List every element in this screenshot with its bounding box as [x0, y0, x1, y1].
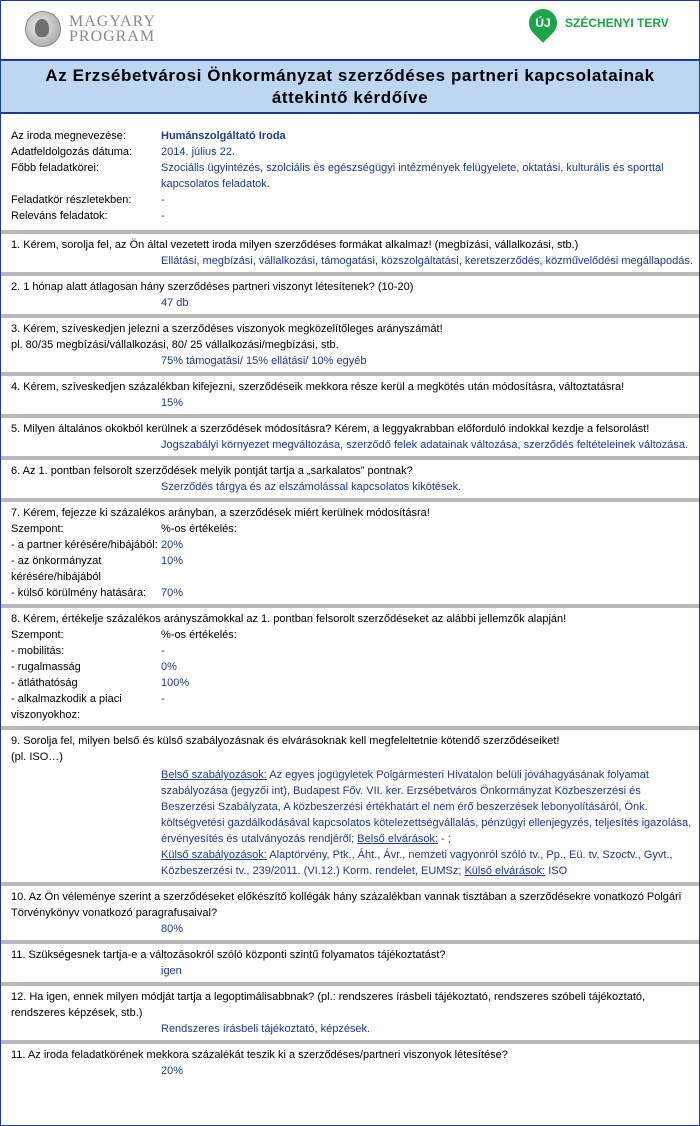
info-block — [1, 114, 699, 224]
question-7 — [1, 498, 699, 604]
question-example: (pl. ISO…) — [11, 751, 63, 763]
answer-text: 20% — [161, 1065, 184, 1077]
criteria-label: - külső körülmény hatására: — [11, 587, 147, 599]
question-text: 3. Kérem, szíveskedjen jelezni a szerződéses viszonyok megközelítőleges arányszámát! — [11, 323, 443, 335]
internal-expectations-text: - ; — [438, 833, 451, 845]
answer-text: Jogszabályi környezet megváltozása, szerződő felek adatainak változása, szerződés feltételeinek változása. — [161, 439, 689, 451]
question-3 — [1, 314, 699, 372]
info-row — [11, 160, 699, 192]
criteria-label: - alkalmazkodik a piaci viszonyokhoz: — [11, 693, 122, 721]
logo-line2: PROGRAM — [69, 28, 156, 45]
grid-row — [11, 643, 693, 659]
external-regulations-text: Alaptörvény, Ptk., Áht., Ávr., nemzeti vagyonról szóló tv., Pp., Eü. tv, Szoctv., Gyvt., Közbeszerzési tv., 239/2011. (VI.12.) Korm. rendelet, EUMSz; — [161, 849, 673, 877]
grid-row — [11, 553, 693, 585]
external-expectations-label: Külső elvárások: — [464, 865, 546, 877]
criteria-label: - a partner kérésére/hibájából: — [11, 539, 158, 551]
question-11 — [1, 940, 699, 982]
question-text: 5. Milyen általános okokból kerülnek a szerződések módosításra? Kérem, a leggyakrabban előforduló indokkal kezdje a felsorolást! — [11, 423, 650, 435]
rating-value: 100% — [161, 677, 190, 689]
logo-badge: ÚJ — [535, 16, 551, 30]
header — [1, 1, 699, 59]
grid-header — [11, 627, 693, 643]
info-label: Az iroda megnevezése: — [11, 130, 126, 142]
answer-text: 80% — [161, 923, 184, 935]
info-label: Feladatkör részletekben: — [11, 194, 132, 206]
question-text: 4. Kérem, szíveskedjen százalékban kifejezni, szerződéseik mekkora része kerül a megkötés után módosításra, változtatásra! — [11, 381, 625, 393]
rating-value: 0% — [161, 661, 177, 673]
rating-value: - — [161, 693, 165, 705]
question-4 — [1, 372, 699, 414]
question-text: 8. Kérem, értékelje százalékos arányszámokkal az 1. pontban felsorolt szerződéseket az alábbi jellemzők alapján! — [11, 613, 567, 625]
grid-row — [11, 675, 693, 691]
question-text: 10. Az Ön véleménye szerint a szerződéseket előkészítő kollégák hány százalékban vannak tisztában a szerződésekre vonatkozó Polgári Törvénykönyv vonatkozó paragrafusaival? — [11, 891, 682, 919]
info-value: - — [161, 210, 165, 222]
question-example: pl. 80/35 megbízási/vállalkozási, 80/ 25 vállalkozási/megbízási, stb. — [11, 339, 339, 351]
question-8 — [1, 604, 699, 726]
logo-line1: MAGYARY — [69, 13, 157, 30]
info-row — [11, 208, 699, 224]
grid-row — [11, 537, 693, 553]
info-label: Releváns feladatok: — [11, 210, 108, 222]
szechenyi-terv-logo — [529, 7, 669, 37]
info-label: Főbb feladatkörei: — [11, 162, 100, 174]
question-9 — [1, 726, 699, 882]
answer-text: Ellátási, megbízási, vállalkozási, támogatási, közszolgáltatási, keretszerződés, közművelődési megállapodás. — [161, 255, 693, 267]
info-row — [11, 144, 699, 160]
question-5 — [1, 414, 699, 456]
info-value: Humánszolgáltató Iroda — [161, 130, 286, 142]
internal-regulations-text: Az egyes jogügyletek Polgármesteri Hivatalon belüli jóváhagyásának folyamat szabályozása (jegyzői int), Budapest Főv. VII. ker. Erzsébetváros Önkormányzat Közbeszerzési és Beszerzési Szabályzata, A közbeszerzési értékhatárt el nem érő beszerzések lebonyolításáról, Önk. költségvetési gazdálkodásával kapcsolatos kötelezettségvállalás, pénzügyi ellenjegyzés, teljesítés igazolása, érvényesítés és utalványozás rendjéről; — [161, 769, 692, 845]
rating-value: 70% — [161, 587, 184, 599]
rating-header: %-os értékelés: — [161, 523, 237, 535]
question-text: 1. Kérem, sorolja fel, az Ön által vezetett iroda milyen szerződéses formákat alkalmaz! (megbízási, vállalkozási, stb.) — [11, 239, 579, 251]
criteria-header: Szempont: — [11, 629, 64, 641]
grid-row — [11, 659, 693, 675]
question-text: 2. 1 hónap alatt átlagosan hány szerződéses partneri viszonyt létesítenek? (10-20) — [11, 281, 414, 293]
external-expectations-text: ISO — [545, 865, 568, 877]
criteria-label: - mobilitás: — [11, 645, 65, 657]
grid-row — [11, 691, 693, 723]
question-text: 12. Ha igen, ennek milyen módját tartja a legoptimálisabbnak? (pl.: rendszeres írásbeli tájékoztató, rendszeres szóbeli tájékoztató, rendszeres képzések, stb.) — [11, 991, 646, 1019]
answer-text: 47 db — [161, 297, 189, 309]
question-13 — [1, 1040, 699, 1082]
answer-text: Rendszeres írásbeli tájékoztató, képzések. — [161, 1023, 371, 1035]
criteria-header: Szempont: — [11, 523, 64, 535]
info-row — [11, 128, 699, 144]
rating-value: - — [161, 645, 165, 657]
info-value: - — [161, 194, 165, 206]
info-value: 2014. július 22. — [161, 146, 235, 158]
question-6 — [1, 456, 699, 498]
criteria-label: - átláthatóság — [11, 677, 78, 689]
map-pin-icon — [523, 3, 563, 43]
rating-value: 10% — [161, 555, 184, 567]
question-text: 11. Szükségesnek tartja-e a változásokról szóló központi szintű folyamatos tájékoztatást? — [11, 949, 446, 961]
answer-text — [11, 767, 693, 879]
rating-header: %-os értékelés: — [161, 629, 237, 641]
answer-text: igen — [161, 965, 182, 977]
question-10 — [1, 882, 699, 940]
page-title: Az Erzsébetvárosi Önkormányzat szerződéses partneri kapcsolatainak áttekintő kérdőíve — [1, 59, 699, 114]
question-text: 6. Az 1. pontban felsorolt szerződések melyik pontját tartja a „sarkalatos” pontnak? — [11, 465, 413, 477]
external-regulations-label: Külső szabályozások: — [161, 849, 267, 861]
magyary-program-logo — [25, 11, 156, 47]
answer-text: 15% — [161, 397, 184, 409]
question-text: 9. Sorolja fel, milyen belső és külső szabályozásnak és elvárásoknak kell megfeleltetnie kötendő szerződéseiket! — [11, 735, 560, 747]
info-value: Szociális ügyintézés, szolciális és egészségügyi intézmények felügyelete, oktatási, kulturális és sporttal kapcsolatos feladatok. — [161, 162, 664, 190]
internal-regulations-label: Belső szabályozások: — [161, 769, 267, 781]
answer-text: 75% támogatási/ 15% ellátási/ 10% egyéb — [161, 355, 367, 367]
question-2 — [1, 272, 699, 314]
grid-header — [11, 521, 693, 537]
internal-expectations-label: Belső elvárások: — [357, 833, 438, 845]
question-text: 11. Az iroda feladatkörének mekkora százalékát teszik ki a szerződéses/partneri viszonyok létesítése? — [11, 1049, 508, 1061]
criteria-label: - az önkormányzat kérésére/hibájából — [11, 555, 102, 583]
criteria-label: - rugalmasság — [11, 661, 81, 673]
info-row — [11, 192, 699, 208]
grid-row — [11, 585, 693, 601]
logo-text: SZÉCHENYI TERV — [565, 16, 669, 30]
rating-value: 20% — [161, 539, 184, 551]
info-label: Adatfeldolgozás dátuma: — [11, 146, 133, 158]
question-1 — [1, 230, 699, 272]
question-12 — [1, 982, 699, 1040]
answer-text: Szerződés tárgya és az elszámolással kapcsolatos kikötések. — [161, 481, 462, 493]
question-text: 7. Kérem, fejezze ki százalékos arányban, a szerződések miért kerülnek módosításra! — [11, 507, 430, 519]
seal-icon — [25, 11, 61, 47]
